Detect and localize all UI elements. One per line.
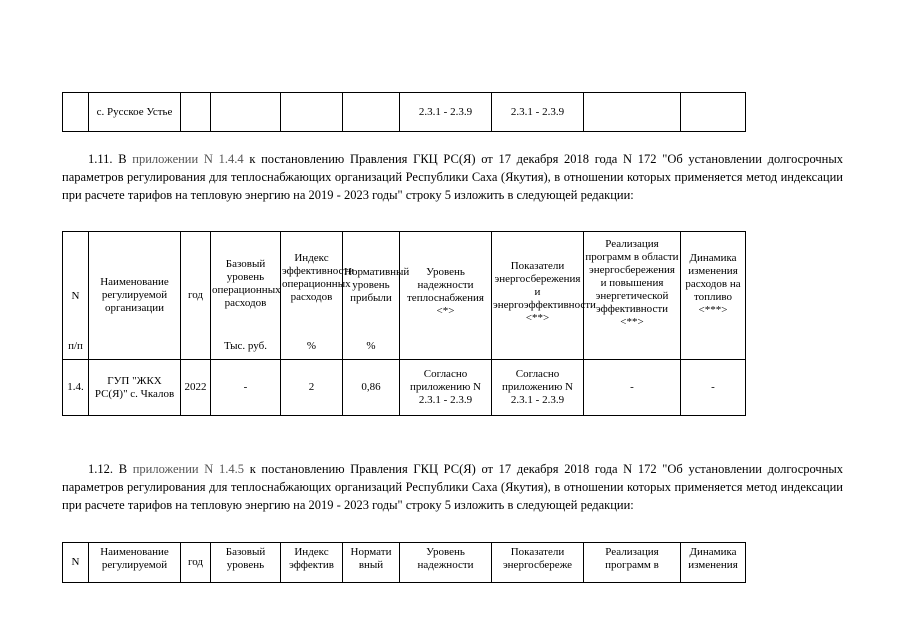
header-fuel: Динамика изменения <box>681 543 746 583</box>
cell-fuel: - <box>681 360 746 416</box>
header-base <box>211 232 281 360</box>
top-cell-year <box>181 93 211 132</box>
header-norm: Нормати вный <box>343 543 400 583</box>
top-cell-norm <box>343 93 400 132</box>
header-base: Базовый уровень <box>211 543 281 583</box>
paragraph-text: к постановлению Правления ГКЦ РС(Я) от 17 декабря 2018 года N 172 "Об установлении долгосрочных параметров регулирования для теплоснабжающих организаций Республики Саха (Якутия), в отношении которых применяется метод индексации при расчете тарифов на тепловую энергию на 2019 - 2023 годы" строку 5 изложить в следующей редакции: <box>62 152 844 202</box>
header-index-unit: % <box>306 340 317 352</box>
header-norm-label: Нормативный уровень прибыли <box>344 266 410 304</box>
header-index: Индекс эффектив <box>281 543 343 583</box>
header-norm-unit: % <box>366 340 376 352</box>
top-table <box>62 92 746 132</box>
top-cell-programs <box>584 93 681 132</box>
header-reliability: Уровень надежности теплоснабжения <*> <box>400 232 492 360</box>
cell-base: - <box>211 360 281 416</box>
cell-n: 1.4. <box>63 360 89 416</box>
cell-year: 2022 <box>181 360 211 416</box>
paragraph-pre: В <box>118 462 128 476</box>
header-energy: Показатели энергосбереже <box>492 543 584 583</box>
cell-energy: Согласно приложению N 2.3.1 - 2.3.9 <box>492 360 584 416</box>
top-cell-energy: 2.3.1 - 2.3.9 <box>492 93 584 132</box>
paragraph-number: 1.12. <box>88 462 113 476</box>
header-n <box>63 232 89 360</box>
header-energy: Показатели энергосбережения и энергоэффективности <**> <box>492 232 584 360</box>
top-cell-base <box>211 93 281 132</box>
top-cell-reliability: 2.3.1 - 2.3.9 <box>400 93 492 132</box>
top-cell-fuel <box>681 93 746 132</box>
header-programs: Реализация программ в области энергосбережения и повышения энергетической эффективности <**> <box>584 232 681 360</box>
header-base-unit: Тыс. руб. <box>223 340 267 352</box>
paragraph-number: 1.11. <box>88 152 113 166</box>
header-index <box>281 232 355 360</box>
header-base-label: Базовый уровень операционных расходов <box>212 258 281 309</box>
paragraph-text: к постановлению Правления ГКЦ РС(Я) от 17 декабря 2018 года N 172 "Об установлении долгосрочных параметров регулирования для теплоснабжающих организаций Республики Саха (Якутия), в отношении которых применяется метод индексации при расчете тарифов на тепловую энергию на 2019 - 2023 годы" строку 5 изложить в следующей редакции: <box>62 462 844 512</box>
appendix-link[interactable]: приложении N 1.4.4 <box>132 152 244 166</box>
cell-reliability: Согласно приложению N 2.3.1 - 2.3.9 <box>400 360 492 416</box>
parameters-table <box>62 231 746 416</box>
top-cell-n <box>63 93 89 132</box>
parameters-table-2 <box>62 542 746 583</box>
cell-name: ГУП "ЖКХ РС(Я)" с. Чкалов <box>89 360 181 416</box>
paragraph-1-11 <box>62 150 843 204</box>
header-year: год <box>181 232 211 360</box>
header-n: N <box>63 543 89 583</box>
appendix-link[interactable]: приложении N 1.4.5 <box>132 462 244 476</box>
top-cell-index <box>281 93 343 132</box>
header-norm <box>343 232 410 360</box>
header-index-label: Индекс эффективности операционных расходов <box>282 252 355 303</box>
header-fuel: Динамика изменения расходов на топливо <***> <box>681 232 746 360</box>
paragraph-pre: В <box>118 152 127 166</box>
cell-programs: - <box>584 360 681 416</box>
header-name: Наименование регулируемой организации <box>89 232 181 360</box>
header-n-label: N <box>71 290 80 302</box>
header-n-sub: п/п <box>68 340 83 352</box>
top-cell-name: с. Русское Устье <box>89 93 181 132</box>
header-reliability: Уровень надежности <box>400 543 492 583</box>
table-row <box>63 360 746 416</box>
cell-norm: 0,86 <box>343 360 400 416</box>
header-year: год <box>181 543 211 583</box>
cell-index: 2 <box>281 360 343 416</box>
paragraph-1-12 <box>62 460 843 514</box>
header-name: Наименование регулируемой <box>89 543 181 583</box>
header-programs: Реализация программ в <box>584 543 681 583</box>
